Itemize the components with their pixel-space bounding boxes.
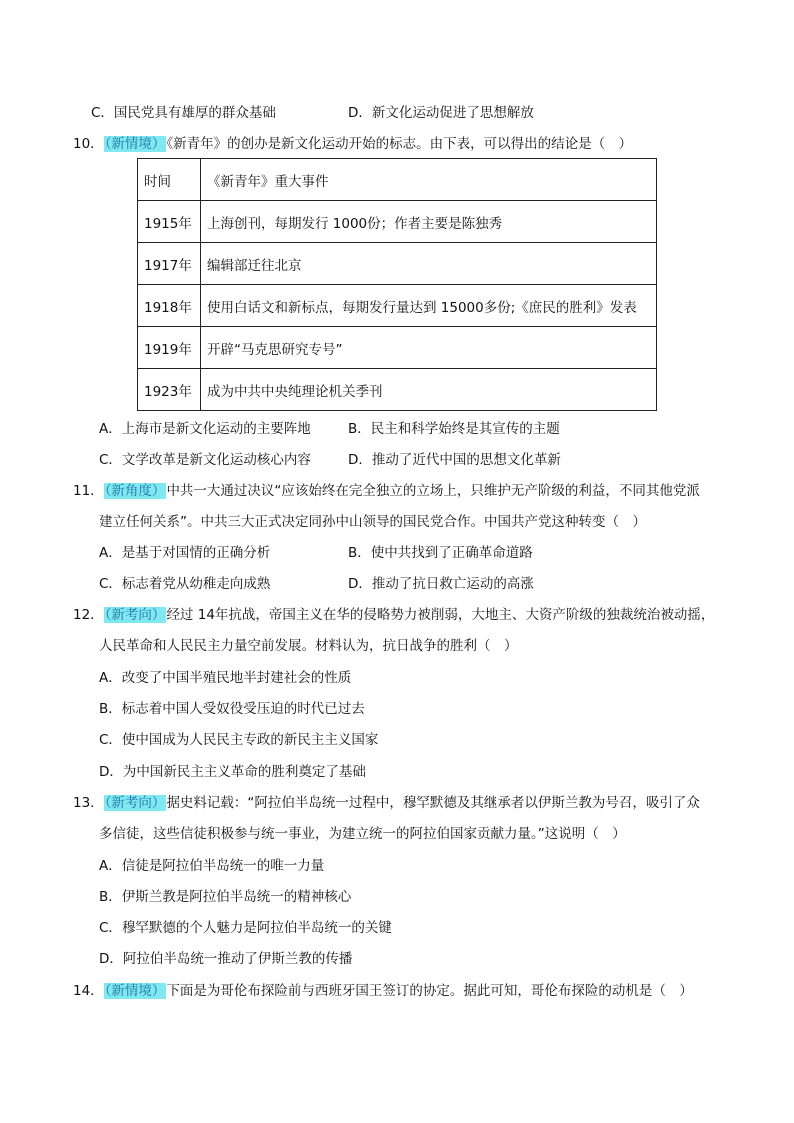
q9-option-d[interactable]: D．新文化运动促进了思想解放 bbox=[348, 105, 534, 121]
q10-option-a[interactable]: A．上海市是新文化运动的主要阵地 bbox=[99, 421, 311, 437]
table-cell-year: 1918年 bbox=[138, 285, 201, 327]
question-number: 14． bbox=[73, 983, 104, 999]
q11-option-c[interactable]: C．标志着党从幼稚走向成熟 bbox=[99, 576, 271, 592]
question-tag: （新考向） bbox=[104, 795, 166, 811]
q10-option-c[interactable]: C．文学改革是新文化运动核心内容 bbox=[99, 452, 311, 468]
question-13-stem-line2: 多信徒，这些信徒积极参与统一事业，为建立统一的阿拉伯国家贡献力量。”这说明（ ） bbox=[99, 826, 626, 842]
table-cell-year: 1919年 bbox=[138, 327, 201, 369]
q9-option-c[interactable]: C．国民党具有雄厚的群众基础 bbox=[91, 105, 276, 121]
table-cell-event: 上海创刊，每期发行 1000份；作者主要是陈独秀 bbox=[201, 201, 657, 243]
question-10-stem bbox=[73, 135, 632, 153]
q10-option-b[interactable]: B．民主和科学始终是其宣传的主题 bbox=[348, 421, 560, 437]
table-cell-event: 编辑部迁往北京 bbox=[201, 243, 657, 285]
question-11-stem bbox=[73, 482, 700, 500]
question-12-stem bbox=[73, 606, 714, 624]
question-12-stem-line2: 人民革命和人民民主力量空前发展。材料认为，抗日战争的胜利（ ） bbox=[99, 638, 518, 654]
question-number: 12． bbox=[73, 607, 104, 623]
question-tag: （新情境） bbox=[104, 983, 166, 999]
q12-option-d[interactable]: D．为中国新民主主义革命的胜利奠定了基础 bbox=[99, 764, 366, 780]
table-header-row bbox=[138, 159, 657, 201]
question-tag: （新情境） bbox=[104, 136, 166, 152]
question-text: 下面是为哥伦布探险前与西班牙国王签订的协定。据此可知，哥伦布探险的动机是（ ） bbox=[166, 983, 693, 999]
question-number: 10． bbox=[73, 136, 104, 152]
q10-option-d[interactable]: D．推动了近代中国的思想文化革新 bbox=[348, 452, 561, 468]
question-14-stem bbox=[73, 982, 693, 1000]
table-cell-year: 1917年 bbox=[138, 243, 201, 285]
table-cell-year: 1915年 bbox=[138, 201, 201, 243]
table-cell-event: 成为中共中央纯理论机关季刊 bbox=[201, 369, 657, 411]
question-text: 中共一大通过决议“应该始终在完全独立的立场上，只维护无产阶级的利益，不同其他党派 bbox=[166, 483, 700, 499]
question-11-stem-line2: 建立任何关系”。中共三大正式决定同孙中山领导的国民党合作。中国共产党这种转变（ ） bbox=[99, 514, 646, 530]
q13-option-b[interactable]: B．伊斯兰教是阿拉伯半岛统一的精神核心 bbox=[99, 889, 352, 905]
table-row bbox=[138, 285, 657, 327]
table-row bbox=[138, 369, 657, 411]
question-text: 经过 14年抗战，帝国主义在华的侵略势力被削弱，大地主、大资产阶级的独裁统治被动摇， bbox=[166, 607, 715, 623]
q12-option-a[interactable]: A．改变了中国半殖民地半封建社会的性质 bbox=[99, 670, 352, 686]
question-number: 13． bbox=[73, 795, 104, 811]
new-youth-events-table bbox=[137, 158, 657, 411]
q13-option-a[interactable]: A．信徒是阿拉伯半岛统一的唯一力量 bbox=[99, 858, 325, 874]
table-row bbox=[138, 243, 657, 285]
question-tag: （新考向） bbox=[104, 607, 166, 623]
question-text: 《新青年》的创办是新文化运动开始的标志。由下表，可以得出的结论是（ ） bbox=[166, 136, 633, 152]
q11-option-a[interactable]: A．是基于对国情的正确分析 bbox=[99, 545, 271, 561]
q11-option-d[interactable]: D．推动了抗日救亡运动的高涨 bbox=[348, 576, 534, 592]
table-header-cell: 《新青年》重大事件 bbox=[201, 159, 657, 201]
question-text: 据史料记载：“阿拉伯半岛统一过程中，穆罕默德及其继承者以伊斯兰教为号召，吸引了众 bbox=[166, 795, 700, 811]
question-tag: （新角度） bbox=[104, 483, 166, 499]
table-header-cell: 时间 bbox=[138, 159, 201, 201]
q11-option-b[interactable]: B．使中共找到了正确革命道路 bbox=[348, 545, 533, 561]
question-number: 11． bbox=[73, 483, 104, 499]
table-row bbox=[138, 327, 657, 369]
q13-option-c[interactable]: C．穆罕默德的个人魅力是阿拉伯半岛统一的关键 bbox=[99, 920, 392, 936]
question-13-stem bbox=[73, 794, 700, 812]
q12-option-c[interactable]: C．使中国成为人民民主专政的新民主主义国家 bbox=[99, 732, 379, 748]
q13-option-d[interactable]: D．阿拉伯半岛统一推动了伊斯兰教的传播 bbox=[99, 951, 353, 967]
table-cell-year: 1923年 bbox=[138, 369, 201, 411]
table-cell-event: 开辟“马克思研究专号” bbox=[201, 327, 657, 369]
q12-option-b[interactable]: B．标志着中国人受奴役受压迫的时代已过去 bbox=[99, 701, 365, 717]
table-cell-event: 使用白话文和新标点，每期发行量达到 15000多份;《庶民的胜利》发表 bbox=[201, 285, 657, 327]
table-row bbox=[138, 201, 657, 243]
